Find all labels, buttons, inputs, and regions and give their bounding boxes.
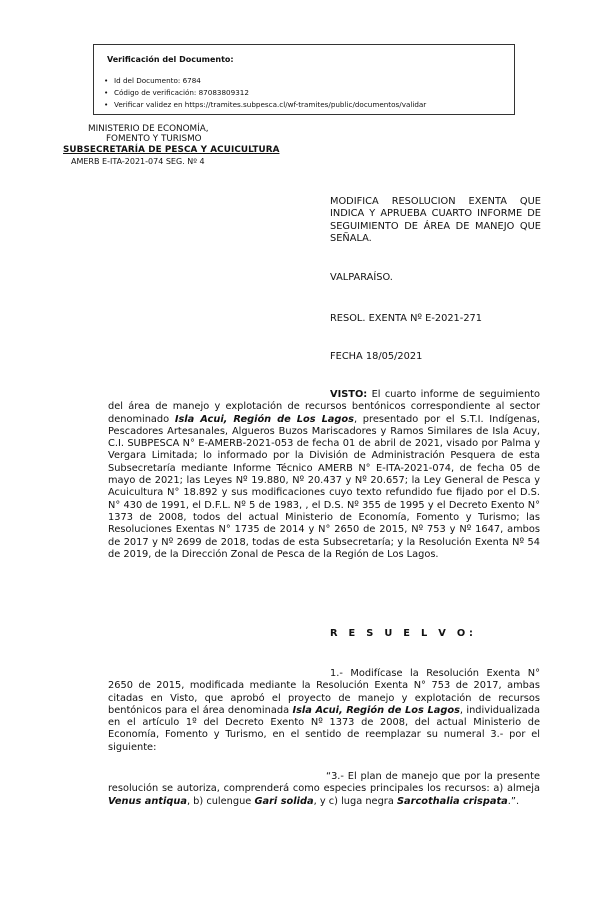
verification-box bbox=[93, 44, 515, 115]
verification-item-url[interactable] bbox=[104, 99, 426, 111]
species-venus-antiqua: Venus antiqua bbox=[108, 795, 187, 807]
ministry-line-1: MINISTERIO DE ECONOMÍA, bbox=[88, 124, 209, 134]
subsecretaria-heading: SUBSECRETARÍA DE PESCA Y ACUICULTURA bbox=[63, 145, 280, 155]
bullet-icon: • bbox=[104, 76, 109, 85]
resolution-date: FECHA 18/05/2021 bbox=[330, 351, 423, 362]
verification-item-code: • Código de verificación: 87083809312 bbox=[104, 88, 249, 97]
species-sarcothalia-crispata: Sarcothalia crispata bbox=[396, 795, 508, 807]
verification-link[interactable]: Verificar validez en https://tramites.subpesca.cl/wf-tramites/public/documentos/validar bbox=[114, 100, 427, 109]
visto-paragraph: VISTO: El cuarto informe de seguimiento del área de manejo y explotación de recursos bentónicos correspondiente al sector denominado Isla Acui, Región de Los Lagos, presentado por el S.T.I. Indígenas, Pescadores Artesanales, Algueros Buzos Mariscadores y Ramos Similares de Isla Acuy, C.I. SUBPESCA N° E-AMERB-2021-053 de fecha 01 de abril de 2021, visado por Palma y Vergara Limitada; lo informado por la División de Administración Pesquera de esta Subsecretaría mediante Informe Técnico AMERB N° E-ITA-2021-074, de fecha 05 de mayo de 2021; las Leyes Nº 19.880, Nº 20.437 y Nº 20.657; la Ley General de Pesca y Acuicultura N° 18.892 y sus modificaciones cuyo texto refundido fue fijado por el D.S. N° 430 de 1991, el D.F.L. Nº 5 de 1983, , el D.S. Nº 355 de 1995 y el Decreto Exento N° 1373 de 2008, todos del actual Ministerio de Economía, Fomento y Turismo; las Resoluciones Exentas N° 1735 de 2014 y N° 2650 de 2015, Nº 753 y Nº 1647, ambos de 2017 y Nº 2699 de 2018, todas de esta Subsecretaría; y la Resolución Exenta Nº 54 de 2019, de la Dirección Zonal de Pesca de la Región de Los Lagos. bbox=[108, 389, 540, 560]
species-gari-solida: Gari solida bbox=[254, 795, 314, 807]
document-reference: AMERB E-ITA-2021-074 SEG. Nº 4 bbox=[71, 157, 205, 166]
ministry-line-2: FOMENTO Y TURISMO bbox=[106, 134, 202, 144]
place: VALPARAÍSO. bbox=[330, 272, 393, 283]
bullet-icon: • bbox=[104, 100, 109, 109]
visto-sector: Isla Acui, Región de Los Lagos bbox=[174, 413, 354, 425]
verification-list bbox=[104, 75, 426, 111]
verification-item-id: • Id del Documento: 6784 bbox=[104, 76, 201, 85]
point-1-sector: Isla Acui, Región de Los Lagos bbox=[292, 704, 460, 716]
point-1-paragraph: 1.- Modifícase la Resolución Exenta N° 2650 de 2015, modificada mediante la Resolución Exenta N° 753 de 2017, ambas citadas en Visto, que aprobó el proyecto de manejo y explotación de recursos bentónicos para el área denominada Isla Acui, Región de Los Lagos, individualizada en el artículo 1º del Decreto Exento Nº 1373 de 2008, del actual Ministerio de Economía, Fomento y Turismo, en el sentido de reemplazar su numeral 3.- por el siguiente: bbox=[108, 668, 540, 753]
verification-title: Verificación del Documento: bbox=[107, 55, 234, 64]
resolution-number: RESOL. EXENTA Nº E-2021-271 bbox=[330, 313, 483, 324]
visto-label: VISTO: bbox=[330, 389, 368, 400]
numeral-3-quote: “3.- El plan de manejo que por la presente resolución se autoriza, comprenderá como especies principales los recursos: a) almeja Venus antiqua, b) culengue Gari solida, y c) luga negra Sarcothalia crispata.”. bbox=[108, 771, 540, 807]
resolution-summary: MODIFICA RESOLUCIÓN EXENTA QUE INDICA Y APRUEBA CUARTO INFORME DE SEGUIMIENTO DE ÁREA DE MANEJO QUE SEÑALA. bbox=[330, 196, 541, 244]
resuelvo-heading: R E S U E L V O: bbox=[330, 628, 477, 639]
bullet-icon: • bbox=[104, 88, 109, 97]
